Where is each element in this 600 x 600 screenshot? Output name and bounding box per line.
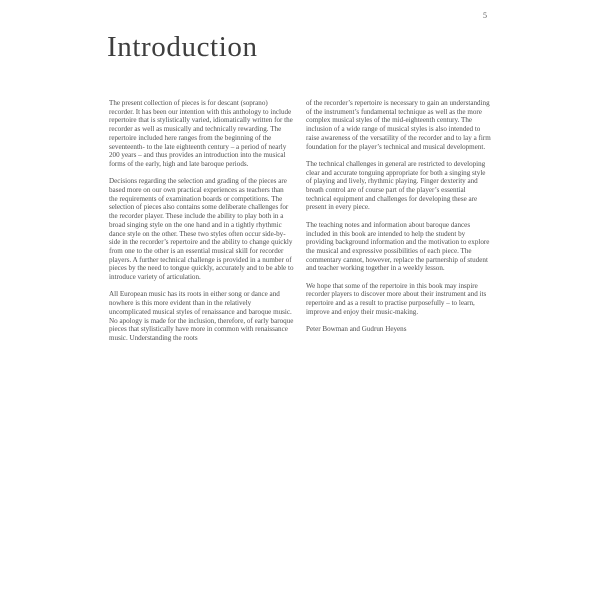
page-title: Introduction xyxy=(107,31,258,63)
paragraph: Decisions regarding the selection and grading of the pieces are based more on our own practical experiences as teachers than the requirements of examination boards or competitions. The selection of pieces also contains some deliberate challenges for the recorder player. These include the ability to play both in a broad singing style on the one hand and in a tightly rhythmic dance style on the other. These two styles often occur side-by-side in the recorder’s repertoire and the ability to change quickly from one to the other is an essential musical skill for recorder players. A further technical challenge is provided in a number of pieces by the need to tongue quickly, accurately and to be able to introduce variety of articulation. xyxy=(109,177,294,282)
author-signature: Peter Bowman and Gudrun Heyens xyxy=(306,325,407,334)
page-number: 5 xyxy=(483,11,487,20)
paragraph: The present collection of pieces is for descant (soprano) recorder. It has been our intention with this anthology to include repertoire that is stylistically varied, idiomatically written for the recorder as well as musically and technically rewarding. The repertoire included here ranges from the beginning of the seventeenth- to the late eighteenth century – a period of nearly 200 years – and thus provides an introduction into the musical forms of the early, high and late baroque periods. xyxy=(109,99,293,168)
left-text-column xyxy=(109,99,294,351)
paragraph: All European music has its roots in either song or dance and nowhere is this more evident than in the relatively uncomplicated musical styles of renaissance and baroque music. No apology is made for the inclusion, therefore, of early baroque pieces that stylistically have more in common with renaissance music. Understanding the roots xyxy=(109,290,294,342)
paragraph: The teaching notes and information about baroque dances included in this book are intended to help the student by providing background information and the motivation to explore the musical and expressive possibilities of each piece. The commentary cannot, however, replace the partnership of student and teacher working together in a weekly lesson. xyxy=(306,220,490,273)
paragraph: of the recorder’s repertoire is necessary to gain an understanding of the instrument’s fundamental technique as well as the more complex musical styles of the mid-eighteenth century. The inclusion of a wide range of musical styles is also intended to raise awareness of the versatility of the recorder and to lay a firm foundation for the player’s technical and musical development. xyxy=(306,99,491,151)
right-text-column xyxy=(306,99,491,343)
paragraph: We hope that some of the repertoire in this book may inspire recorder players to discover more about their instrument and its repertoire and as a result to practise purposefully – to learn, improve and enjoy their music-making. xyxy=(306,281,487,316)
paragraph: The technical challenges in general are restricted to developing clear and accurate tonguing appropriate for both a singing style of playing and lively, rhythmic playing. Finger dexterity and breath control are of course part of the player’s essential technical equipment and challenges for developing these are present in every piece. xyxy=(306,159,486,212)
